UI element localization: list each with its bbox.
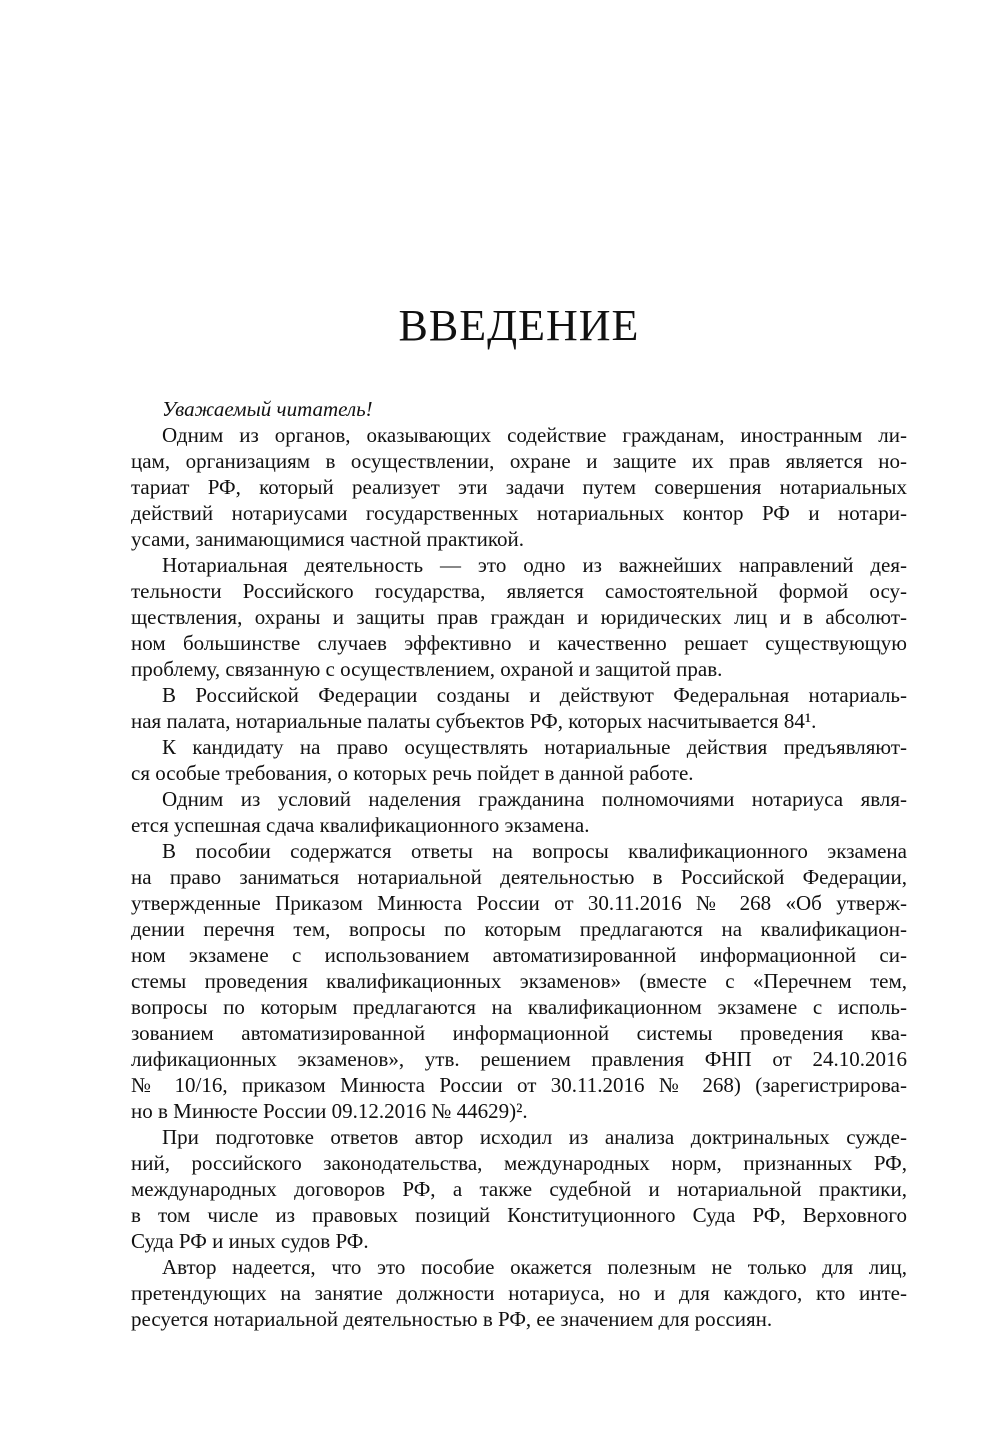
paragraph [131,552,907,682]
text-line: вопросы по которым предлагаются на квалификационном экзамене с исполь- [131,995,907,1019]
text-line: Суда РФ и иных судов РФ. [131,1229,369,1253]
text-line: № 10/16, приказом Минюста России от 30.11.2016 № 268) (зарегистрирова- [131,1073,907,1097]
text-line: В Российской Федерации созданы и действуют Федеральная нотариаль- [162,683,907,707]
text-line: ется успешная сдача квалификационного экзамена. [131,813,590,837]
text-line: ний, российского законодательства, международных норм, признанных РФ, [131,1151,907,1175]
text-line: ном большинстве случаев эффективно и качественно решает существующую [131,631,907,655]
paragraph [131,838,907,1124]
paragraph [131,396,907,422]
text-line: дении перечня тем, вопросы по которым предлагаются на квалификацион- [131,917,907,941]
text-line: тельности Российского государства, является самостоятельной формой осу- [131,579,907,603]
text-line: Автор надеется, что это пособие окажется полезным не только для лиц, [162,1255,907,1279]
text-line: проблему, связанную с осуществлением, охраной и защитой прав. [131,657,723,681]
text-line: но в Минюсте России 09.12.2016 № 44629)². [131,1099,528,1123]
text-line: ном экзамене с использованием автоматизированной информационной си- [131,943,907,967]
text-line: Уважаемый читатель! [162,397,373,421]
text-line: ресуется нотариальной деятельностью в РФ, ее значением для россиян. [131,1307,773,1331]
text-line: К кандидату на право осуществлять нотариальные действия предъявляют- [162,735,907,759]
text-line: стемы проведения квалификационных экзаменов» (вместе с «Перечнем тем, [131,969,907,993]
page-title: ВВЕДЕНИЕ [398,301,640,350]
body-text [131,396,907,1332]
text-line: международных договоров РФ, а также судебной и нотариальной практики, [131,1177,907,1201]
text-line: утвержденные Приказом Минюста России от 30.11.2016 № 268 «Об утверж- [131,891,907,915]
paragraph [131,1124,907,1254]
paragraph [131,682,907,734]
text-line: ся особые требования, о которых речь пойдет в данной работе. [131,761,694,785]
text-line: В пособии содержатся ответы на вопросы квалификационного экзамена [162,839,907,863]
text-line: При подготовке ответов автор исходил из анализа доктринальных сужде- [162,1125,907,1149]
text-line: цам, организациям в осуществлении, охране и защите их прав является но- [131,449,907,473]
text-line: ществления, охраны и защиты прав граждан и юридических лиц и в абсолют- [131,605,907,629]
text-line: лификационных экзаменов», утв. решением правления ФНП от 24.10.2016 [131,1047,907,1071]
text-line: претендующих на занятие должности нотариуса, но и для каждого, кто инте- [131,1281,907,1305]
text-line: действий нотариусами государственных нотариальных контор РФ и нотари- [131,501,907,525]
text-line: Одним из условий наделения гражданина полномочиями нотариуса явля- [162,787,907,811]
paragraph [131,786,907,838]
text-line: усами, занимающимися частной практикой. [131,527,524,551]
paragraph [131,734,907,786]
paragraph [131,422,907,552]
text-line: зованием автоматизированной информационной системы проведения ква- [131,1021,907,1045]
text-line: в том числе из правовых позиций Конституционного Суда РФ, Верховного [131,1203,907,1227]
text-line: ная палата, нотариальные палаты субъектов РФ, которых насчитывается 84¹. [131,709,817,733]
paragraph [131,1254,907,1332]
text-line: Нотариальная деятельность — это одно из важнейших направлений дея- [162,553,907,577]
text-line: тариат РФ, который реализует эти задачи путем совершения нотариальных [131,475,907,499]
text-line: Одним из органов, оказывающих содействие гражданам, иностранным ли- [162,423,907,447]
text-line: на право заниматься нотариальной деятельностью в Российской Федерации, [131,865,907,889]
